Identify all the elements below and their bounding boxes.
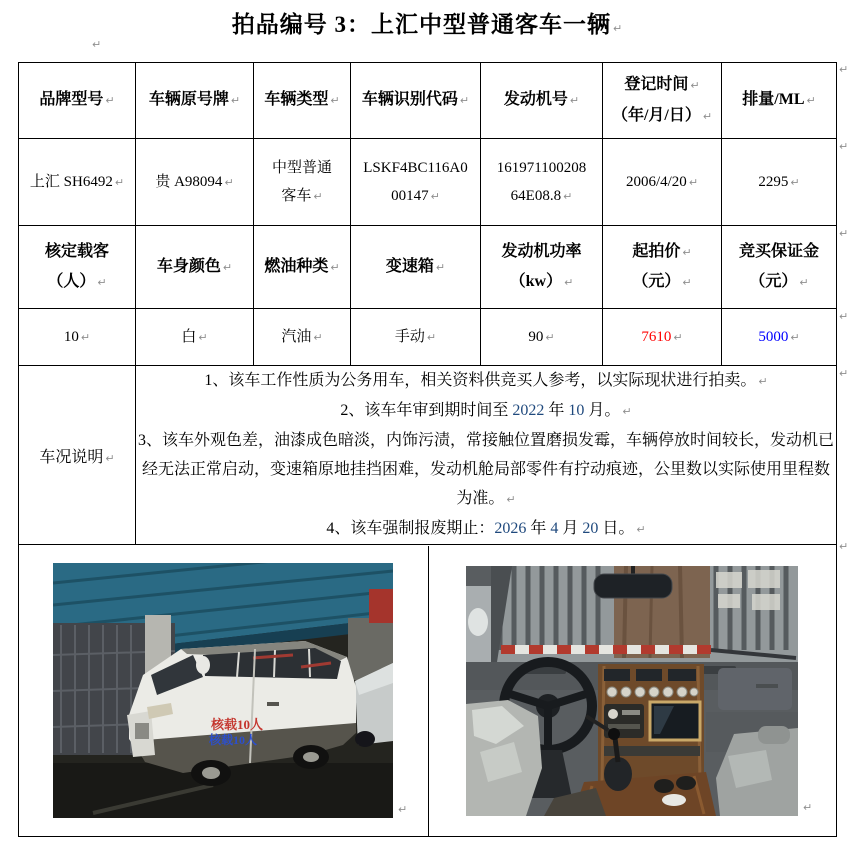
cell-mark: ↵ [545,330,555,344]
vehicle-info-table [18,62,837,837]
cell-mark: ↵ [330,260,340,274]
cell-mark: ↵ [569,94,580,108]
col-header-brand-model: 品牌型号 ↵ [19,63,136,139]
cell-brand-model: 上汇 SH6492 ↵ [19,139,136,226]
col-header-bid-deposit: 竞买保证金 （元） ↵ [722,226,837,309]
interior-photo-cell [428,546,837,836]
cell-mark: ↵ [673,330,683,344]
condition-line-1: 1、该车工作性质为公务用车，相关资料供竞买人参考，以实际现状进行拍卖。 ↵ [204,372,768,389]
start-price-value: 7610 [641,328,672,345]
cell-body-color: 白 ↵ [136,309,254,366]
inspection-year: 2022 [512,402,545,419]
photos-cell [19,545,837,837]
cell-mark: ↵ [636,523,646,536]
exterior-photo-cell [19,546,428,836]
driver-seat [466,700,542,816]
cell-mark: ↵ [702,109,713,123]
row-end-mark: ↵ [839,227,849,240]
gear-knob [608,728,620,740]
cell-mark: ↵ [97,276,107,289]
scrap-year: 2026 [494,520,527,537]
cupholder [676,776,696,790]
bid-deposit-value: 5000 [758,328,789,345]
door-handle [267,702,279,706]
van-marking-blue: 核载10人 [209,733,258,747]
photo-row-layout [19,546,836,836]
cell-mark: ↵ [622,405,632,418]
cell-seating-capacity: 10 ↵ [19,309,136,366]
vehicle-interior-photo [466,566,798,816]
cell-mark: ↵ [564,276,574,289]
paragraph-mark: ↵ [92,38,102,51]
cell-mark: ↵ [313,330,323,344]
cell-displacement: 2295 ↵ [722,139,837,226]
red-poster [369,589,393,623]
page-title: 拍品编号 3：上汇中型普通客车一辆 [231,12,612,37]
cell-mark: ↵ [690,79,700,93]
side-mirror [196,656,210,674]
cell-mark: ↵ [330,94,340,108]
condition-line-2: 2、该车年审到期时间至 2022 年 10 月。 ↵ [340,402,632,419]
col-header-gearbox: 变速箱 ↵ [351,226,481,309]
cell-mark: ↵ [682,276,692,289]
cell-mark: ↵ [430,190,440,203]
col-header-vin: 车辆识别代码 ↵ [351,63,481,139]
cell-bid-deposit [722,309,837,366]
cell-mark: ↵ [563,190,573,203]
scrap-month: 4 [550,520,559,537]
cell-mark: ↵ [230,94,241,108]
interior-photo-frame [466,566,813,816]
col-header-displacement: 排量/ML ↵ [722,63,837,139]
cell-mark: ↵ [105,94,115,108]
data-row-1 [19,139,837,226]
photo-mark: ↵ [803,800,813,814]
photo-mark: ↵ [398,803,408,816]
row-end-mark: ↵ [839,63,849,76]
row-end-mark: ↵ [839,310,849,323]
cell-fuel-type: 汽油 ↵ [254,309,351,366]
glovebox [718,668,792,710]
condition-label-cell: 车况说明 ↵ [19,366,136,545]
col-header-engine-no: 发动机号 ↵ [481,63,603,139]
data-row-2 [19,309,837,366]
cell-start-price [603,309,722,366]
col-header-engine-power: 发动机功率 （kw） ↵ [481,226,603,309]
cell-mark: ↵ [198,330,208,344]
cell-mark: ↵ [506,493,516,506]
cell-engine-no: 161971100208 64E08.8 ↵ [481,139,603,226]
cell-registration-date: 2006/4/20 ↵ [603,139,722,226]
inspection-month: 10 [568,402,585,419]
condition-line-3: 3、该车外观色差，油漆成色暗淡，内饰污渍，常接触位置磨损发霉，车辆停放时间较长，发动机已经无法正常启动，变速箱原地挂挡困难，发动机舱局部零件有拧动痕迹，公里数以实际使用里程数为准。 ↵ [137,432,834,507]
van-marking-red: 核载10人 [211,717,264,732]
cell-mark: ↵ [459,94,470,108]
cell-gearbox: 手动 ↵ [351,309,481,366]
cell-engine-power: 90 ↵ [481,309,603,366]
cell-mark: ↵ [222,260,233,274]
row-end-mark: ↵ [839,540,849,553]
condition-text-cell [136,366,837,545]
paragraph-mark: ↵ [613,22,623,35]
photos-row [19,545,837,837]
cell-mark: ↵ [105,451,115,465]
cupholder [654,779,674,793]
cell-mark: ↵ [80,330,91,344]
cell-mark: ↵ [435,260,446,274]
header-row-2 [19,226,837,309]
scrap-day: 20 [582,520,599,537]
title-row [0,6,854,39]
cell-mark: ↵ [758,375,768,388]
col-header-body-color: 车身颜色 ↵ [136,226,254,309]
exterior-photo-frame [53,563,408,818]
col-header-registration-date: 登记时间 ↵ （年/月/日） ↵ [603,63,722,139]
rearview-mirror [594,574,672,598]
condition-line-4: 4、该车强制报废期止：2026 年 4 月 20 日。 ↵ [326,520,646,537]
white-van [127,641,356,786]
col-header-vehicle-type: 车辆类型 ↵ [254,63,351,139]
red-white-striped-bar [501,645,711,654]
cell-mark: ↵ [224,175,234,189]
cell-mark: ↵ [790,175,800,189]
cell-mark: ↵ [799,276,809,289]
col-header-fuel-type: 燃油种类 ↵ [254,226,351,309]
cell-mark: ↵ [313,190,323,203]
col-header-seating-capacity: 核定载客 （人） ↵ [19,226,136,309]
row-end-mark: ↵ [839,367,849,380]
cell-mark: ↵ [682,245,692,259]
cell-mark: ↵ [114,175,125,189]
col-header-start-price: 起拍价 ↵ （元） ↵ [603,226,722,309]
cell-mark: ↵ [426,330,437,344]
condition-row [19,366,837,545]
row-end-mark: ↵ [839,140,849,153]
cell-mark: ↵ [806,94,816,108]
cell-mark: ↵ [790,330,800,344]
vehicle-exterior-photo [53,563,393,818]
cell-original-plate: 贵 A98094 ↵ [136,139,254,226]
col-header-original-plate: 车辆原号牌 ↵ [136,63,254,139]
cell-vin: LSKF4BC116A0 00147 ↵ [351,139,481,226]
gear-boot [604,757,632,791]
header-row-1 [19,63,837,139]
cell-vehicle-type: 中型普通 客车 ↵ [254,139,351,226]
cell-mark: ↵ [688,175,699,189]
